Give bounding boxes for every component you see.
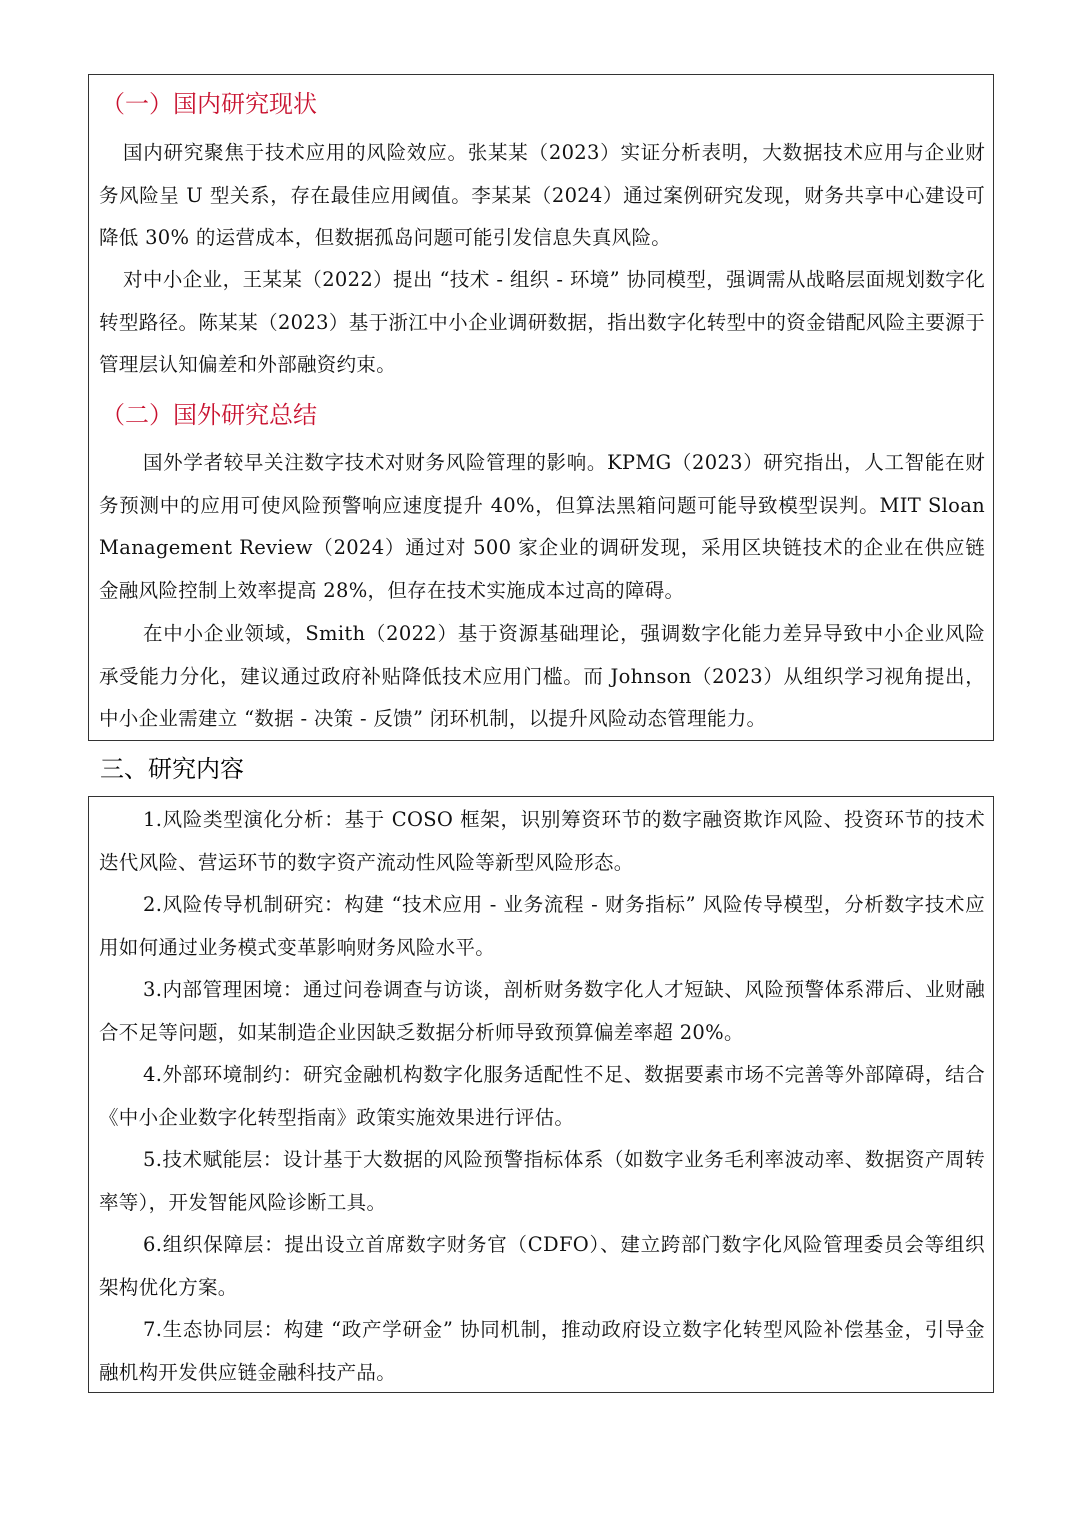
research-item-5: 5.技术赋能层：设计基于大数据的风险预警指标体系（如数字业务毛利率波动率、数据资产周转率等），开发智能风险诊断工具。 xyxy=(99,1148,985,1214)
research-item-3: 3.内部管理困境：通过问卷调查与访谈，剖析财务数字化人才短缺、风险预警体系滞后、业财融合不足等问题，如某制造企业因缺乏数据分析师导致预算偏差率超 20%。 xyxy=(99,978,985,1044)
research-item-2: 2.风险传导机制研究：构建 “技术应用 - 业务流程 - 财务指标” 风险传导模型，分析数字技术应用如何通过业务模式变革影响财务风险水平。 xyxy=(99,893,985,959)
foreign-heading: （二）国外研究总结 xyxy=(101,401,317,429)
foreign-paragraph-2: 在中小企业领域，Smith（2022）基于资源基础理论，强调数字化能力差异导致中小企业风险承受能力分化，建议通过政府补贴降低技术应用门槛。而 Johnson（2023）从组织学习视角提出，中小企业需建立 “数据 - 决策 - 反馈” 闭环机制，以提升风险动态管理能力。 xyxy=(99,622,985,730)
domestic-paragraph-1: 国内研究聚焦于技术应用的风险效应。张某某（2023）实证分析表明，大数据技术应用与企业财务风险呈 U 型关系，存在最佳应用阈值。李某某（2024）通过案例研究发现，财务共享中心建设可降低 30% 的运营成本，但数据孤岛问题可能引发信息失真风险。 xyxy=(99,141,985,249)
section-title-research-content: 三、研究内容 xyxy=(100,755,244,783)
foreign-paragraph-1: 国外学者较早关注数字技术对财务风险管理的影响。KPMG（2023）研究指出，人工智能在财务预测中的应用可使风险预警响应速度提升 40%，但算法黑箱问题可能导致模型误判。MIT Sloan Management Review（2024）通过对 500 家企业的调研发现，采用区块链技术的企业在供应链金融风险控制上效率提高 28%，但存在技术实施成本过高的障碍。 xyxy=(99,451,985,602)
research-item-1: 1.风险类型演化分析：基于 COSO 框架，识别筹资环节的数字融资欺诈风险、投资环节的技术迭代风险、营运环节的数字资产流动性风险等新型风险形态。 xyxy=(99,808,985,874)
research-item-4: 4.外部环境制约：研究金融机构数字化服务适配性不足、数据要素市场不完善等外部障碍，结合《中小企业数字化转型指南》政策实施效果进行评估。 xyxy=(99,1063,985,1129)
domestic-heading: （一）国内研究现状 xyxy=(101,90,317,118)
research-content-box xyxy=(88,796,994,1393)
domestic-paragraph-2: 对中小企业，王某某（2022）提出 “技术 - 组织 - 环境” 协同模型，强调需从战略层面规划数字化转型路径。陈某某（2023）基于浙江中小企业调研数据，指出数字化转型中的资金错配风险主要源于管理层认知偏差和外部融资约束。 xyxy=(99,268,985,376)
research-item-7: 7.生态协同层：构建 “政产学研金” 协同机制，推动政府设立数字化转型风险补偿基金，引导金融机构开发供应链金融科技产品。 xyxy=(99,1318,985,1384)
research-item-6: 6.组织保障层：提出设立首席数字财务官（CDFO）、建立跨部门数字化风险管理委员会等组织架构优化方案。 xyxy=(99,1233,985,1299)
literature-review-box xyxy=(88,74,994,741)
